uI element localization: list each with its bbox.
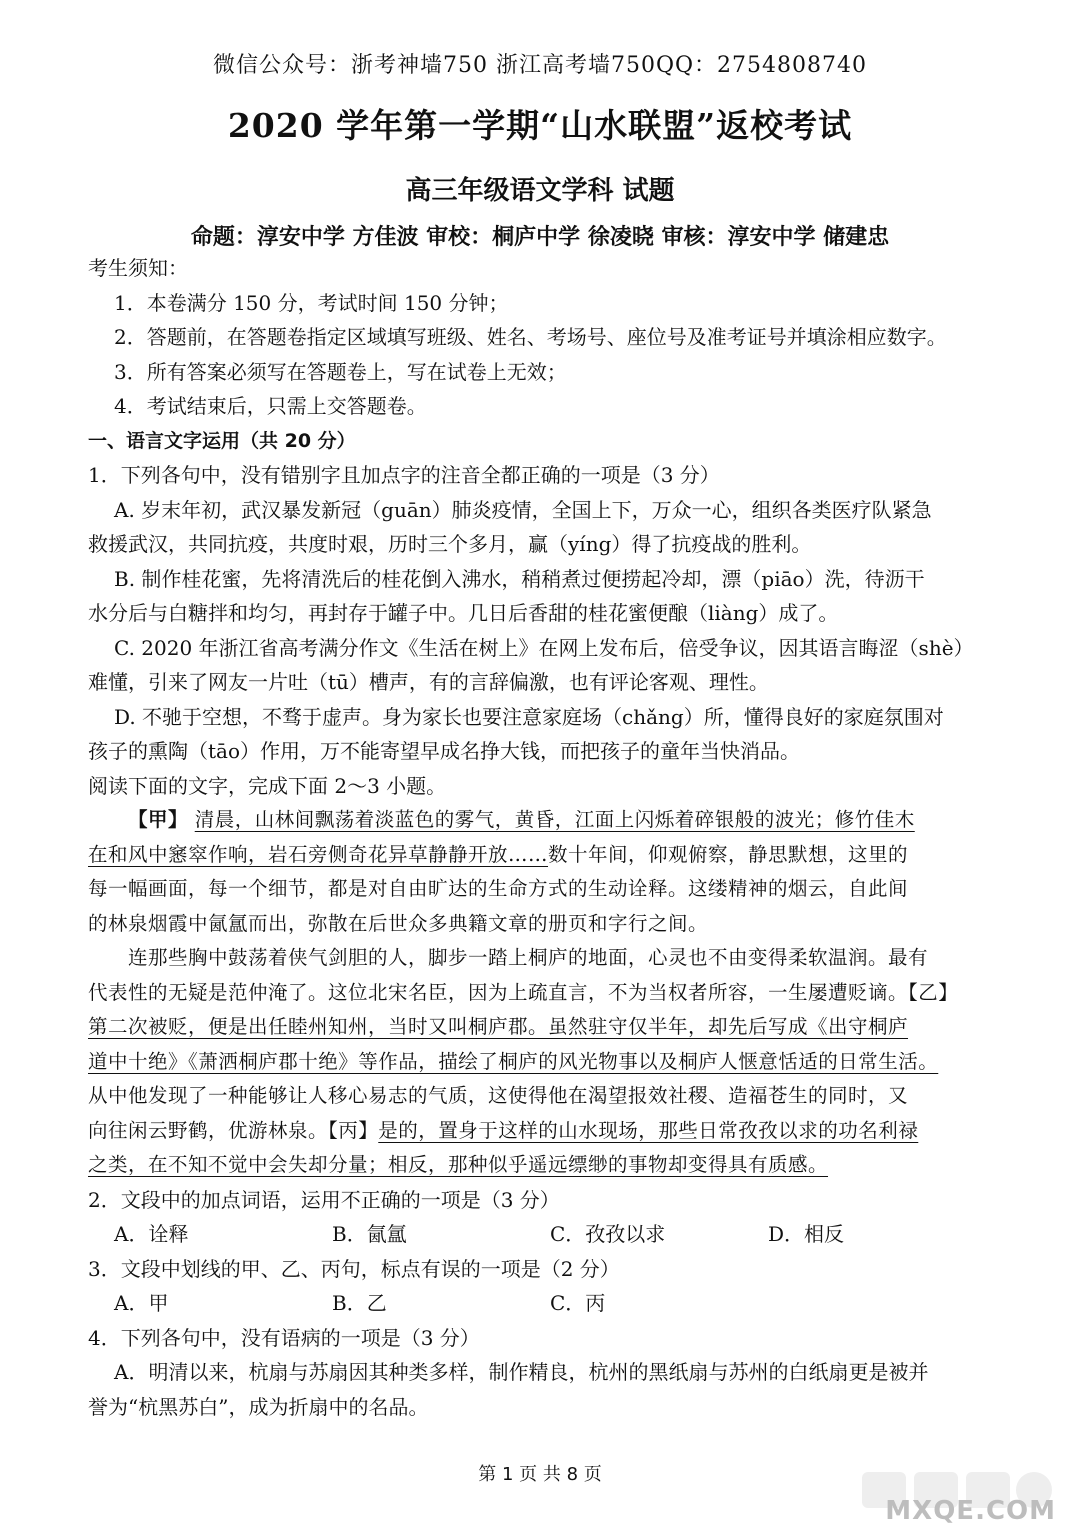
passage-line: 代表性的无疑是范仲淹了。这位北宋名臣，因为上疏直言，不为当权者所容，一生屡遭贬谪。【乙】 [88, 980, 959, 1004]
notice-item: 3．所有答案必须写在答题卷上，写在试卷上无效； [114, 359, 567, 384]
page-number: 第 1 页 共 8 页 [478, 1464, 602, 1485]
sentence-jia: 清晨，山林间飘荡着淡蓝色的雾气，黄昏，江面上闪烁着碎银般的波光；修竹佳木 [194, 808, 915, 831]
q4-stem: 4．下列各句中，没有语病的一项是（3 分） [88, 1325, 480, 1350]
sentence-bing-cont: 之类，在不知不觉中会失却分量；相反，那种似乎遥远缥缈的事物却变得具有质感。 [88, 1153, 829, 1176]
passage-line [88, 803, 1000, 838]
exam-authors: 命题：淳安中学 方佳波 审校：桐庐中学 徐凌晓 审核：淳安中学 储建忠 [190, 225, 890, 250]
label-jia: 【甲】 [128, 808, 189, 831]
sentence-yi: 第二次被贬，便是出任睦州知州，当时又叫桐庐郡。虽然驻守仅半年，却先后写成《出守桐庐 [88, 1015, 909, 1038]
q3-option-a: A．甲 [114, 1291, 169, 1315]
q3-stem: 3．文段中划线的甲、乙、丙句，标点有误的一项是（2 分） [88, 1256, 620, 1281]
q4-option-a-cont: 誉为“杭黑苏白”，成为折扇中的名品。 [88, 1394, 429, 1419]
exam-title: 2020 学年第一学期“山水联盟”返校考试 [227, 106, 853, 145]
q1-option-c-cont: 难懂，引来了网友一片吐（tū）槽声，有的言辞偏激，也有评论客观、理性。 [88, 670, 769, 694]
q2-option-a: A．诠释 [114, 1222, 189, 1246]
sentence-yi-cont: 道中十绝》《萧洒桐庐郡十绝》等作品，描绘了桐庐的风光物事以及桐庐人惬意恬适的日常生活。 [88, 1049, 939, 1073]
q2-options [88, 1217, 1000, 1252]
q1-option-a-cont: 救援武汉，共同抗疫，共度时艰，历时三个多月，赢（yíng）得了抗疫战的胜利。 [88, 532, 812, 556]
q3-option-b: B．乙 [332, 1291, 387, 1315]
notice-item: 4．考试结束后，只需上交答题卷。 [114, 394, 427, 418]
q1-stem: 1．下列各句中，没有错别字且加点字的注音全都正确的一项是（3 分） [88, 463, 720, 487]
section-heading: 一、语言文字运用（共 20 分） [88, 429, 356, 452]
notice-heading: 考生须知： [88, 256, 188, 280]
notice-item: 2．答题前，在答题卷指定区域填写班级、姓名、考场号、座位号及准考证号并填涂相应数字。 [114, 325, 947, 349]
passage-line: 每一幅画面，每一个细节，都是对自由旷达的生命方式的生动诠释。这缕精神的烟云，自此间 [88, 877, 909, 900]
notice-item: 1．本卷满分 150 分，考试时间 150 分钟； [114, 290, 509, 315]
q1-option-c: C. 2020 年浙江省高考满分作文《生活在树上》在网上发布后，倍受争议，因其语言晦涩（shè） [114, 635, 974, 660]
q1-option-d: D. 不驰于空想，不骛于虚声。身为家长也要注意家庭场（chǎng）所，懂得良好的家庭氛围对 [114, 704, 944, 729]
passage-text: 向往闲云野鹤，优游林泉。【丙】 [88, 1118, 379, 1142]
q2-option-d: D．相反 [768, 1222, 845, 1246]
passage-text: 数十年间，仰观俯察，静思默想，这里的 [548, 842, 909, 866]
reading-intro: 阅读下面的文字，完成下面 2～3 小题。 [88, 773, 447, 798]
passage-line [88, 838, 1000, 873]
passage-line: 从中他发现了一种能够让人移心易志的气质，这使得他在渴望报效社稷、造福苍生的同时，又 [88, 1084, 909, 1107]
q1-option-b-cont: 水分后与白糖拌和均匀，再封存于罐子中。几日后香甜的桂花蜜便酿（liàng）成了。 [88, 601, 839, 625]
q2-stem: 2．文段中的加点词语，运用不正确的一项是（3 分） [88, 1187, 560, 1212]
q2-option-c: C．孜孜以求 [550, 1222, 666, 1246]
q1-option-a: A. 岁末年初，武汉暴发新冠（guān）肺炎疫情，全国上下，万众一心，组织各类医疗队紧急 [114, 497, 932, 522]
passage-line [88, 1114, 1000, 1149]
sentence-jia-cont: 在和风中窸窣作响，岩石旁侧奇花异草静静开放…… [88, 842, 549, 866]
wechat-header: 微信公众号：浙考神墙750 浙江高考墙750QQ：2754808740 [212, 53, 868, 78]
sentence-bing: 是的，置身于这样的山水现场，那些日常孜孜以求的功名利禄 [378, 1118, 919, 1142]
q3-options [88, 1286, 1000, 1321]
q3-option-c: C．丙 [550, 1291, 606, 1315]
passage-line: 连那些胸中鼓荡着侠气剑胆的人，脚步一踏上桐庐的地面，心灵也不由变得柔软温润。最有 [128, 946, 929, 969]
exam-body [88, 251, 1000, 1424]
watermark-text: MXQE.COM [885, 1496, 1056, 1526]
q1-option-d-cont: 孩子的熏陶（tāo）作用，万不能寄望早成名挣大钱，而把孩子的童年当快消品。 [88, 739, 801, 763]
q4-option-a: A．明清以来，杭扇与苏扇因其种类多样，制作精良，杭州的黑纸扇与苏州的白纸扇更是被并 [114, 1360, 929, 1384]
q2-option-b: B．氤氲 [332, 1222, 407, 1246]
q1-option-b: B. 制作桂花蜜，先将清洗后的桂花倒入沸水，稍稍煮过便捞起冷却，漂（piāo）洗，待沥干 [114, 566, 925, 591]
passage-line: 的林泉烟霞中氤氲而出，弥散在后世众多典籍文章的册页和字行之间。 [88, 911, 709, 935]
exam-subtitle: 高三年级语文学科 试题 [405, 176, 675, 206]
